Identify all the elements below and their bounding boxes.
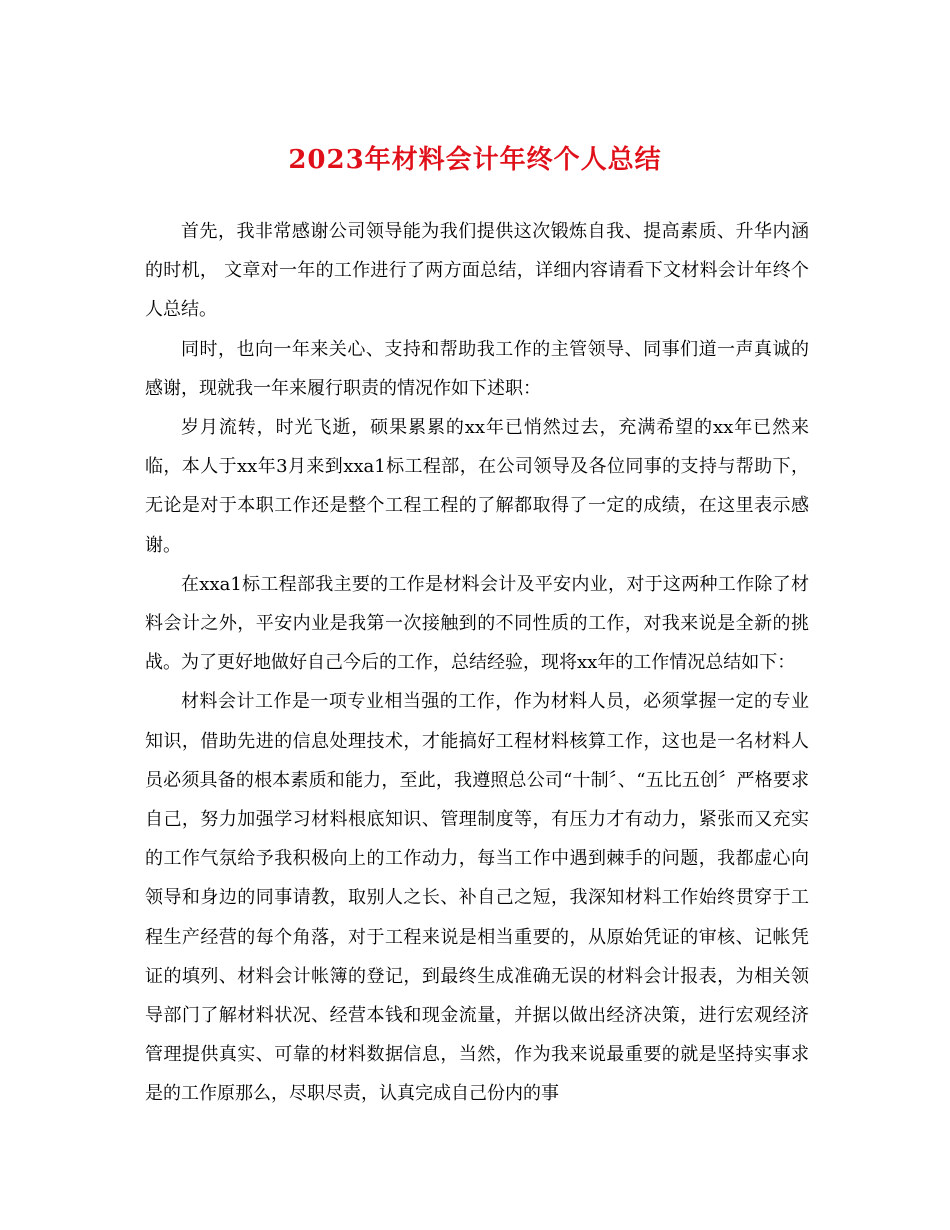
document-body	[145, 212, 809, 1114]
paragraph: 材料会计工作是一项专业相当强的工作，作为材料人员，必须掌握一定的专业知识，借助先进的信息处理技术，才能搞好工程材料核算工作，这也是一名材料人员必须具备的根本素质和能力，至此，我遵照总公司“十制〞、“五比五创〞严格要求自己，努力加强学习材料根底知识、管理制度等，有压力才有动力，紧张而又充实的工作气氛给予我积极向上的工作动力，每当工作中遇到棘手的问题，我都虚心向领导和身边的同事请教，取别人之长、补自己之短，我深知材料工作始终贯穿于工程生产经营的每个角落，对于工程来说是相当重要的，从原始凭证的审核、记帐凭证的填列、材料会计帐簿的登记，到最终生成准确无误的材料会计报表，为相关领导部门了解材料状况、经营本钱和现金流量，并据以做出经济决策，进行宏观经济管理提供真实、可靠的材料数据信息，当然，作为我来说最重要的就是坚持实事求是的工作原那么，尽职尽责，认真完成自己份内的事	[145, 691, 809, 1105]
paragraph: 首先，我非常感谢公司领导能为我们提供这次锻炼自我、提高素质、升华内涵的时机， 文章对一年的工作进行了两方面总结，详细内容请看下文材料会计年终个人总结。	[145, 221, 809, 321]
paragraph: 在xxa1标工程部我主要的工作是材料会计及平安内业，对于这两种工作除了材料会计之外，平安内业是我第一次接触到的不同性质的工作，对我来说是全新的挑战。为了更好地做好自己今后的工作，总结经验，现将xx年的工作情况总结如下：	[145, 573, 809, 674]
document-title: 2023年材料会计年终个人总结	[288, 145, 662, 175]
paragraph: 同时，也向一年来关心、支持和帮助我工作的主管领导、同事们道一声真诚的感谢，现就我一年来履行职责的情况作如下述职：	[145, 338, 809, 399]
paragraph: 岁月流转，时光飞逝，硕果累累的xx年已悄然过去，充满希望的xx年已然来临，本人于xx年3月来到xxa1标工程部，在公司领导及各位同事的支持与帮助下，无论是对于本职工作还是整个工程工程的了解都取得了一定的成绩，在这里表示感谢。	[145, 417, 809, 556]
